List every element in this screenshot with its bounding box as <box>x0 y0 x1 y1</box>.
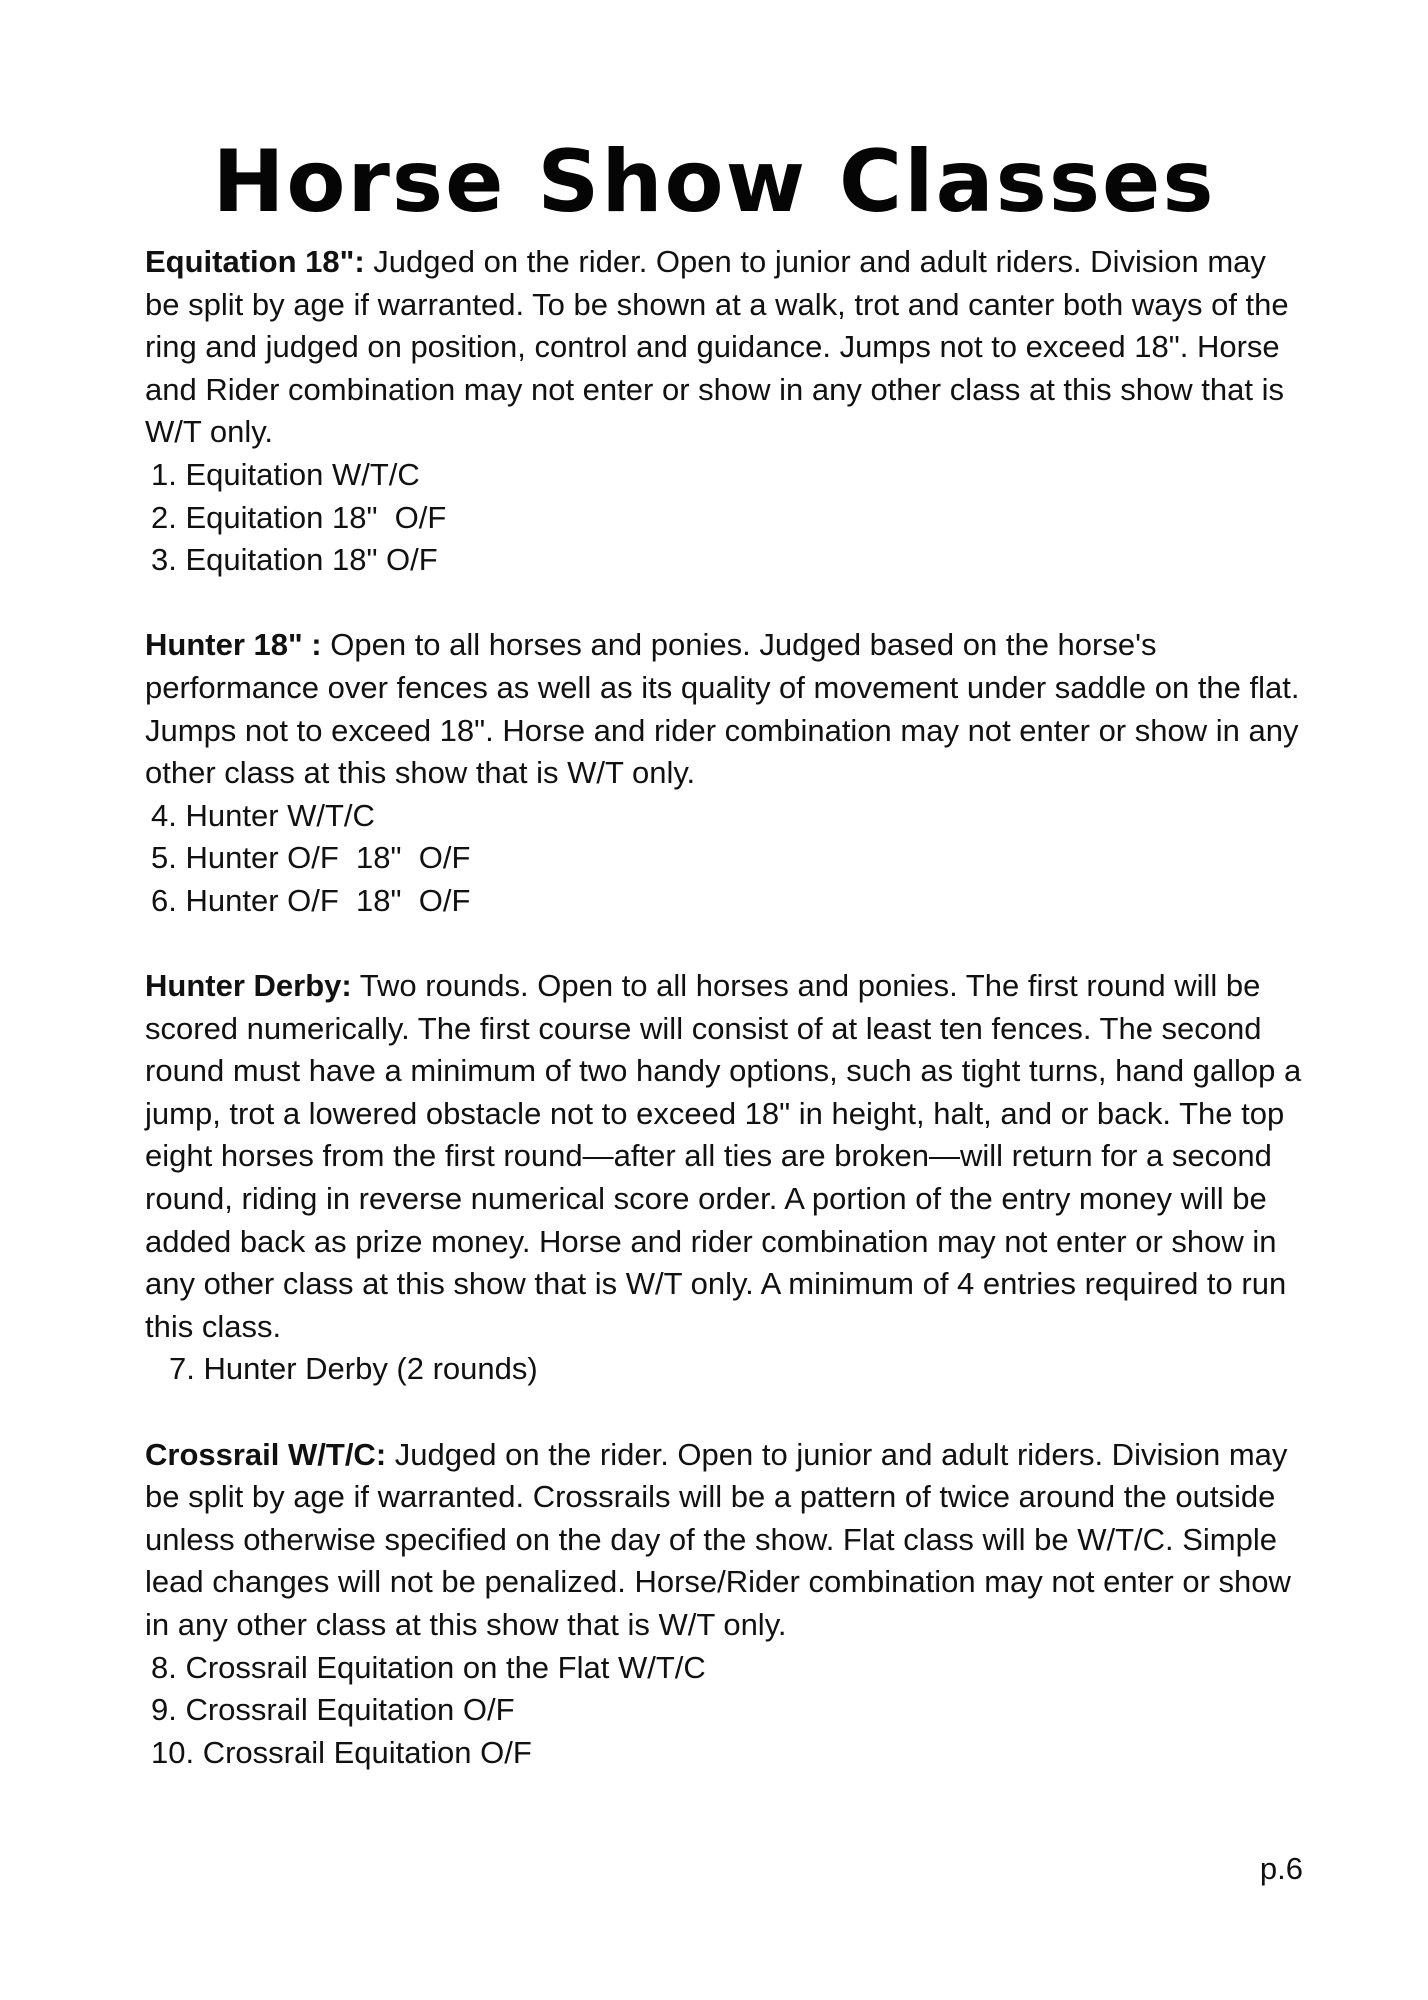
class-item: 8. Crossrail Equitation on the Flat W/T/C <box>151 1649 706 1685</box>
class-list-content <box>145 241 1305 1817</box>
class-item: 2. Equitation 18" O/F <box>151 499 447 535</box>
section-paragraph <box>145 965 1305 1348</box>
class-items <box>145 1647 1305 1775</box>
section-paragraph <box>145 241 1305 454</box>
section-body: Judged on the rider. Open to junior and adult riders. Division may be split by age if warranted. Crossrails will be a pattern of twice around the outside unless otherwise specified on the day of the show. Flat class will be W/T/C. Simple lead changes will not be penalized. Horse/Rider combination may not enter or show in any other class at this show that is W/T only. <box>145 1436 1291 1642</box>
section-heading: Hunter 18" : <box>145 627 322 663</box>
section-heading: Hunter Derby: <box>145 968 352 1004</box>
class-items <box>145 1348 1305 1391</box>
section-heading: Crossrail W/T/C: <box>145 1436 387 1472</box>
class-item: 3. Equitation 18" O/F <box>151 542 438 578</box>
class-item: 5. Hunter O/F 18" O/F <box>151 840 471 876</box>
section-body: Open to all horses and ponies. Judged based on the horse's performance over fences as well as its quality of movement under saddle on the flat. Jumps not to exceed 18". Horse and rider combination may not enter or show in any other class at this show that is W/T only. <box>145 627 1300 791</box>
class-item: 10. Crossrail Equitation O/F <box>151 1734 532 1770</box>
section-body: Two rounds. Open to all horses and ponies. The first round will be scored numerically. The first course will consist of at least ten fences. The second round must have a minimum of two handy options, such as tight turns, hand gallop a jump, trot a lowered obstacle not to exceed 18" in height, halt, and or back. The top eight horses from the first round—after all ties are broken—will return for a second round, riding in reverse numerical score order. A portion of the entry money will be added back as prize money. Horse and rider combination may not enter or show in any other class at this show that is W/T only. A minimum of 4 entries required to run this class. <box>145 968 1302 1344</box>
page-title: Horse Show Classes <box>212 132 1216 232</box>
class-items <box>145 454 1305 582</box>
page-number: p.6 <box>1259 1851 1303 1886</box>
class-items <box>145 795 1305 923</box>
section-body: Judged on the rider. Open to junior and adult riders. Division may be split by age if warranted. To be shown at a walk, trot and canter both ways of the ring and judged on position, control and guidance. Jumps not to exceed 18". Horse and Rider combination may not enter or show in any other class at this show that is W/T only. <box>145 244 1289 450</box>
class-item: 6. Hunter O/F 18" O/F <box>151 882 471 918</box>
class-item: 4. Hunter W/T/C <box>151 797 375 833</box>
class-item: 1. Equitation W/T/C <box>151 456 420 492</box>
section-hunter-18 <box>145 624 1305 922</box>
class-item: 9. Crossrail Equitation O/F <box>151 1692 515 1728</box>
section-equitation-18 <box>145 241 1305 582</box>
section-paragraph <box>145 624 1305 794</box>
class-item: 7. Hunter Derby (2 rounds) <box>169 1351 538 1387</box>
section-paragraph <box>145 1434 1305 1647</box>
section-heading: Equitation 18": <box>145 244 365 279</box>
section-crossrail-wtc <box>145 1434 1305 1775</box>
section-hunter-derby <box>145 965 1305 1391</box>
